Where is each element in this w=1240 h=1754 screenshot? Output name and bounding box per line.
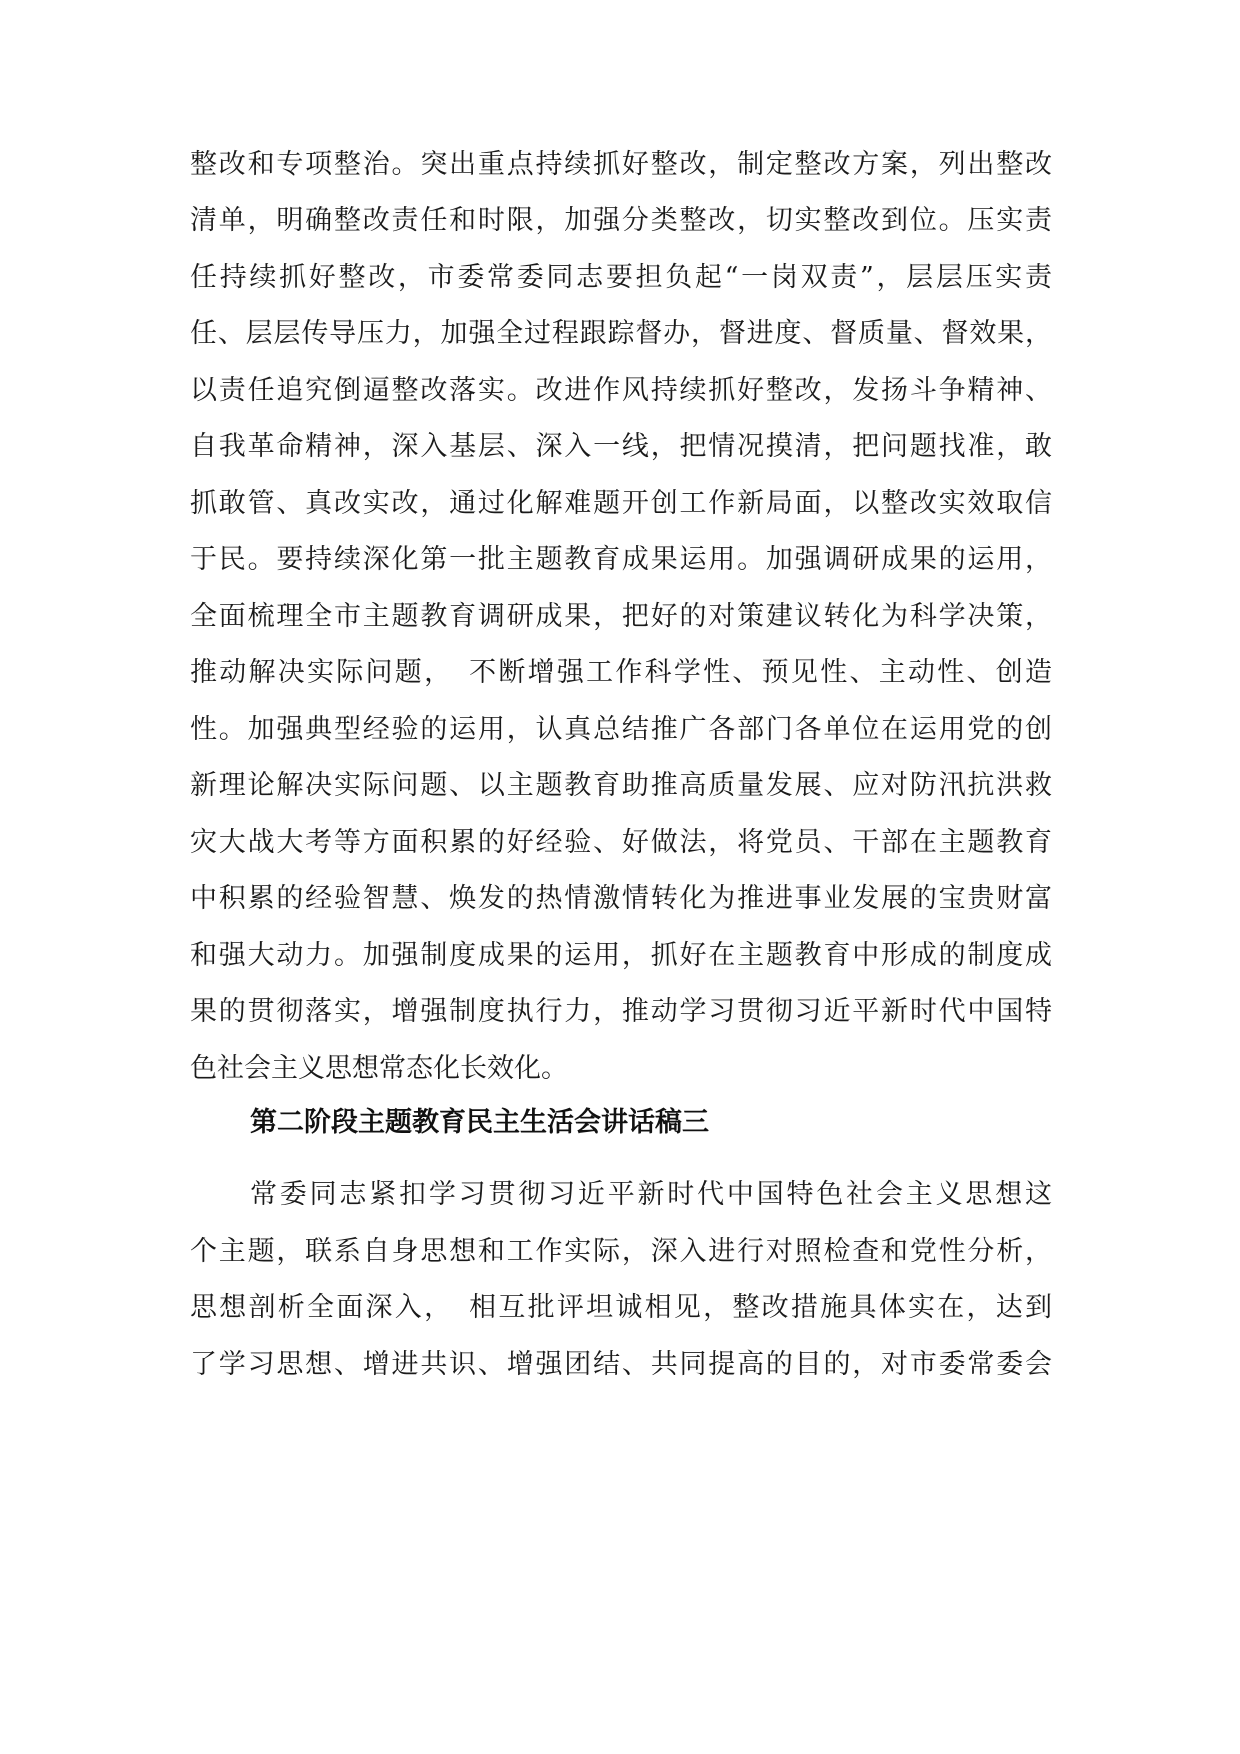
paragraph-line: 新理论解决实际问题、以主题教育助推高质量发展、应对防汛抗洪救 [190, 770, 1052, 801]
paragraph-line: 果的贯彻落实，增强制度执行力，推动学习贯彻习近平新时代中国特 [190, 996, 1052, 1027]
paragraph-line: 以责任追究倒逼整改落实。改进作风持续抓好整改，发扬斗争精神、 [190, 375, 1052, 406]
section-heading: 第二阶段主题教育民主生活会讲话稿三 [250, 1107, 709, 1138]
paragraph-line: 思想剖析全面深入， 相互批评坦诚相见，整改措施具体实在，达到 [190, 1292, 1052, 1323]
paragraph-line: 常委同志紧扣学习贯彻习近平新时代中国特色社会主义思想这 [250, 1179, 1052, 1210]
paragraph-line: 清单，明确整改责任和时限，加强分类整改，切实整改到位。压实责 [190, 205, 1052, 236]
paragraph-line: 灾大战大考等方面积累的好经验、好做法，将党员、干部在主题教育 [190, 827, 1052, 858]
paragraph-line: 任、层层传导压力，加强全过程跟踪督办，督进度、督质量、督效果， [190, 318, 1052, 349]
paragraph-line: 了学习思想、增进共识、增强团结、共同提高的目的，对市委常委会 [190, 1349, 1052, 1380]
paragraph-line: 性。加强典型经验的运用，认真总结推广各部门各单位在运用党的创 [190, 714, 1052, 745]
paragraph-line: 整改和专项整治。突出重点持续抓好整改，制定整改方案，列出整改 [190, 149, 1052, 180]
paragraph-line: 推动解决实际问题， 不断增强工作科学性、预见性、主动性、创造 [190, 657, 1052, 688]
paragraph-line: 抓敢管、真改实改，通过化解难题开创工作新局面，以整改实效取信 [190, 488, 1052, 519]
paragraph-line: 和强大动力。加强制度成果的运用，抓好在主题教育中形成的制度成 [190, 940, 1052, 971]
paragraph-line: 中积累的经验智慧、焕发的热情激情转化为推进事业发展的宝贵财富 [190, 883, 1052, 914]
paragraph-line: 自我革命精神，深入基层、深入一线，把情况摸清，把问题找准，敢 [190, 431, 1052, 462]
paragraph-line: 全面梳理全市主题教育调研成果，把好的对策建议转化为科学决策， [190, 601, 1052, 632]
paragraph-line: 个主题，联系自身思想和工作实际，深入进行对照检查和党性分析， [190, 1236, 1052, 1267]
paragraph-line: 于民。要持续深化第一批主题教育成果运用。加强调研成果的运用， [190, 544, 1052, 575]
paragraph-line: 任持续抓好整改，市委常委同志要担负起“一岗双责”，层层压实责 [190, 262, 1052, 293]
paragraph-line: 色社会主义思想常态化长效化。 [190, 1053, 568, 1084]
